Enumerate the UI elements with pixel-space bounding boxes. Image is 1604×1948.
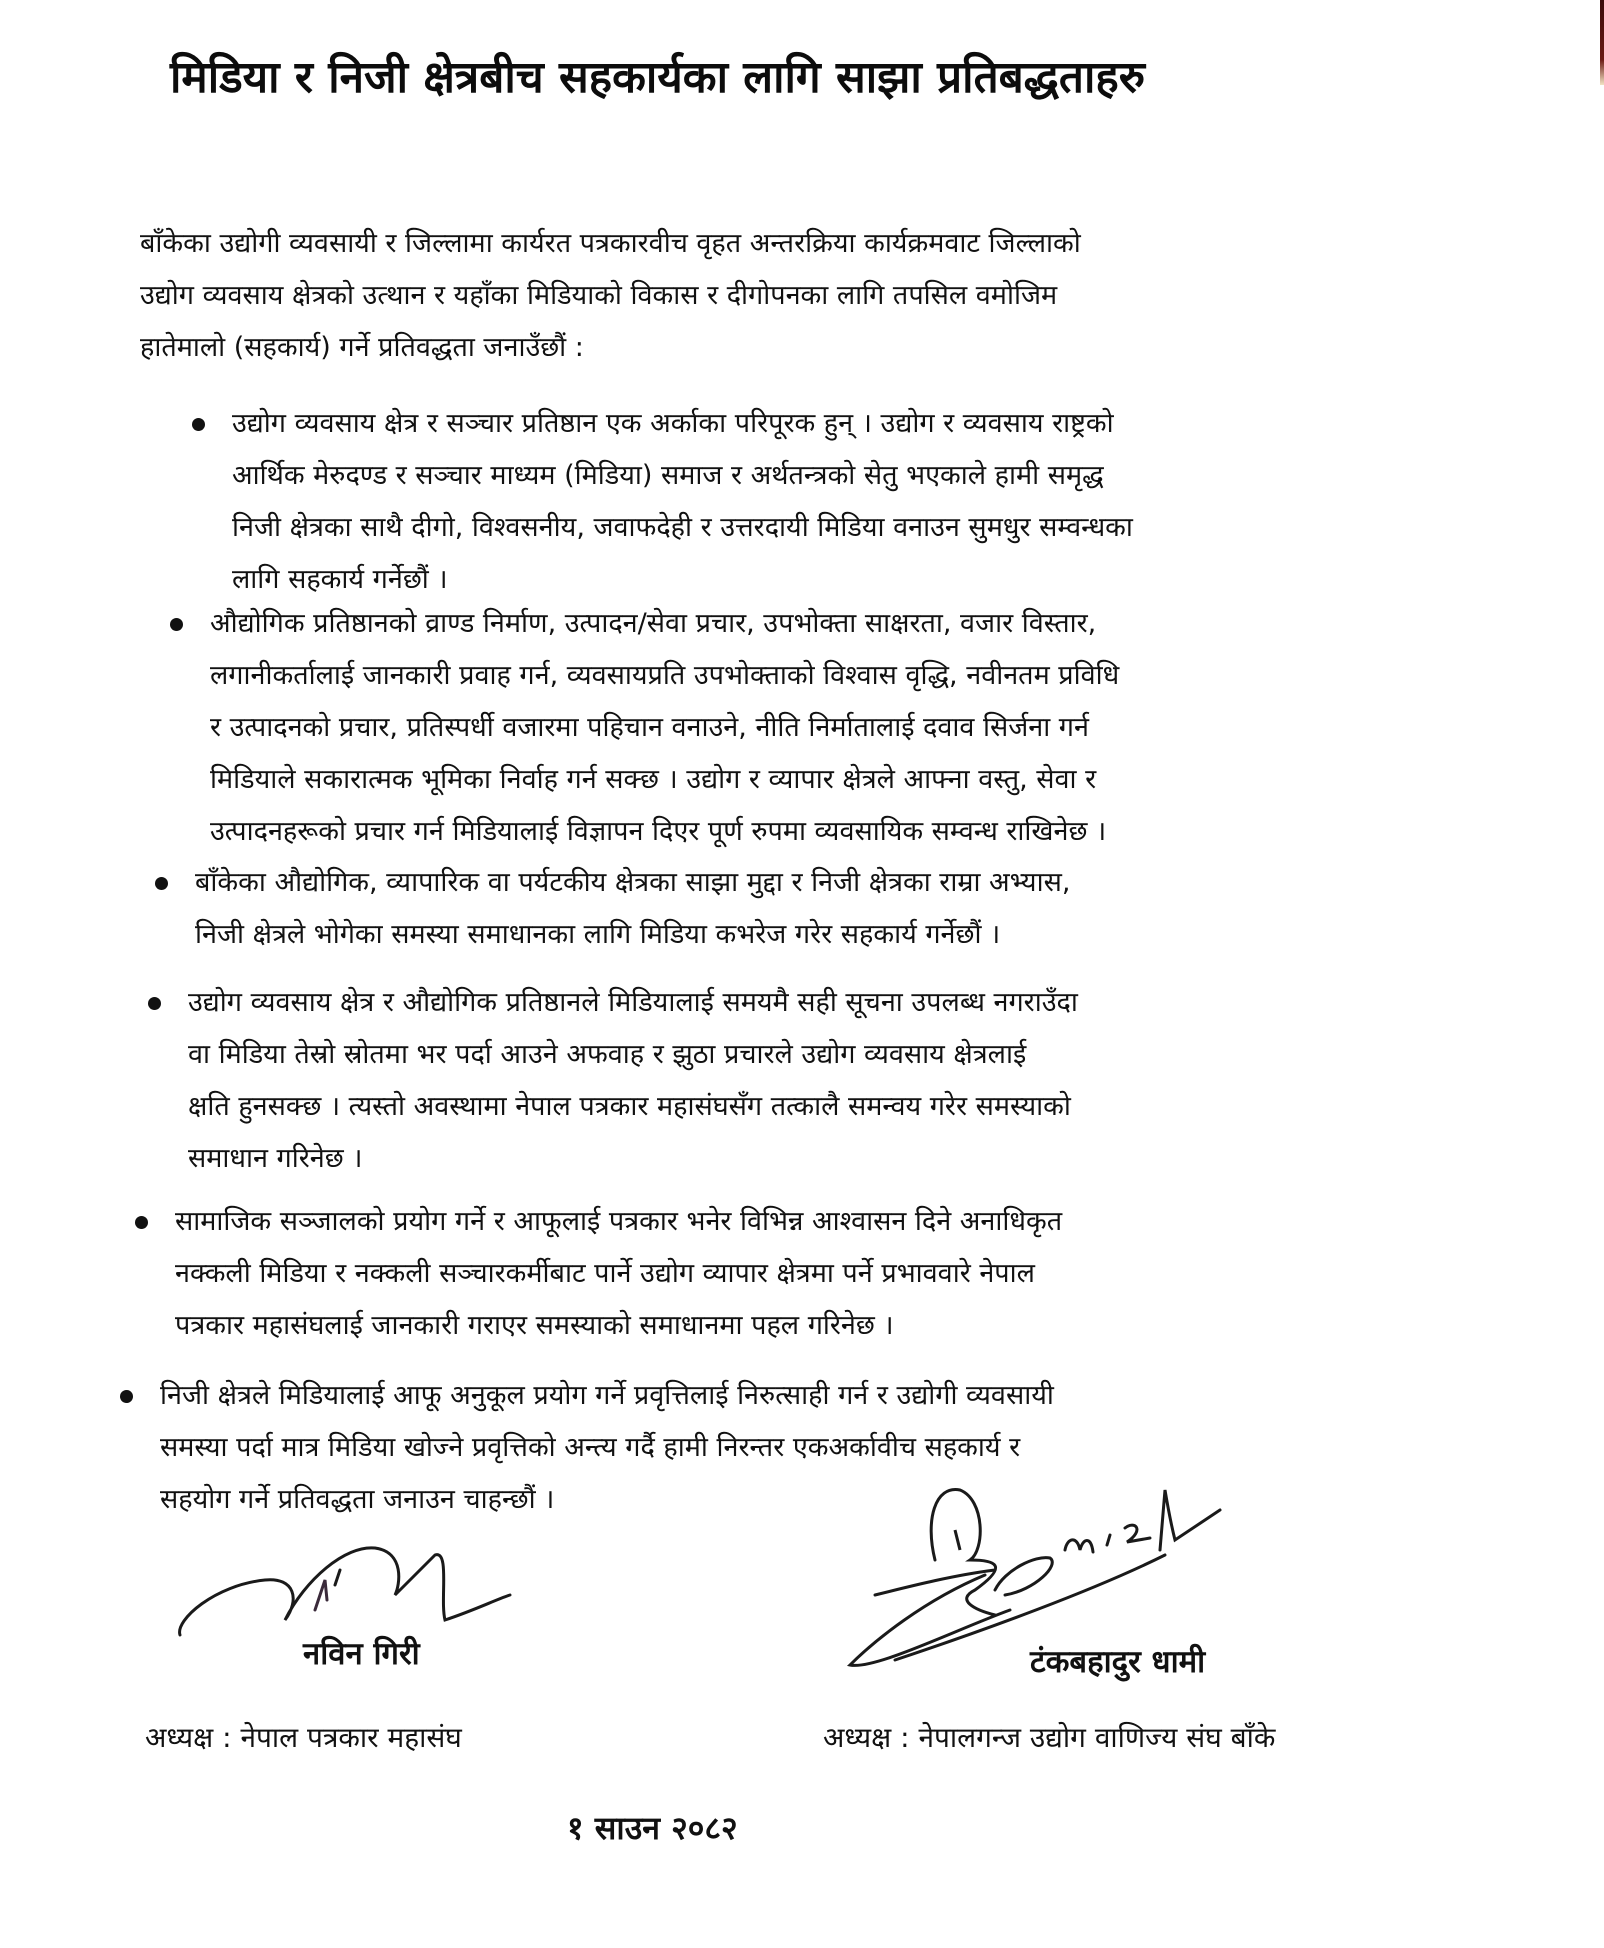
- commitment-line: उद्योग व्यवसाय क्षेत्र र सञ्चार प्रतिष्ठान एक अर्काका परिपूरक हुन् । उद्योग र व्यवसाय राष्ट्रको: [232, 408, 1114, 439]
- commitment-line: सहयोग गर्ने प्रतिवद्धता जनाउन चाहन्छौं ।: [160, 1484, 555, 1515]
- bullet-icon: [192, 418, 205, 431]
- commitment-line: मिडियाले सकारात्मक भूमिका निर्वाह गर्न सक्छ । उद्योग र व्यापार क्षेत्रले आफ्ना वस्तु, सेवा र: [210, 764, 1097, 795]
- commitment-item-1: [232, 398, 1502, 606]
- signer-role-right: अध्यक्ष : नेपालगन्ज उद्योग वाणिज्य संघ बाँके: [823, 1721, 1276, 1754]
- commitment-item-4: [188, 977, 1498, 1185]
- commitment-line: निजी क्षेत्रले भोगेका समस्या समाधानका लागि मिडिया कभरेज गरेर सहकार्य गर्नेछौं ।: [195, 919, 1001, 950]
- commitment-line: लगानीकर्तालाई जानकारी प्रवाह गर्न, व्यवसायप्रति उपभोक्ताको विश्वास वृद्धि, नवीनतम प्रविधि: [210, 660, 1120, 691]
- signer-name-left: नविन गिरी: [303, 1636, 420, 1672]
- document-date: १ साउन २०८२: [567, 1809, 738, 1847]
- commitment-item-3: [195, 857, 1495, 961]
- bullet-icon: [148, 997, 161, 1010]
- commitment-line: बाँकेका औद्योगिक, व्यापारिक वा पर्यटकीय क्षेत्रका साझा मुद्दा र निजी क्षेत्रका राम्रा अभ्यास,: [195, 867, 1071, 898]
- commitment-line: सामाजिक सञ्जालको प्रयोग गर्ने र आफूलाई पत्रकार भनेर विभिन्न आश्वासन दिने अनाधिकृत: [175, 1206, 1063, 1237]
- bullet-icon: [120, 1390, 133, 1403]
- commitment-item-5: [175, 1196, 1495, 1352]
- bullet-icon: [170, 618, 183, 631]
- commitment-item-2: [210, 598, 1500, 858]
- commitment-line: औद्योगिक प्रतिष्ठानको व्राण्ड निर्माण, उत्पादन/सेवा प्रचार, उपभोक्ता साक्षरता, वजार विस्तार,: [210, 608, 1097, 639]
- document-title: मिडिया र निजी क्षेत्रबीच सहकार्यका लागि साझा प्रतिबद्धताहरु: [170, 52, 1146, 103]
- commitment-line: उत्पादनहरूको प्रचार गर्न मिडियालाई विज्ञापन दिएर पूर्ण रुपमा व्यवसायिक सम्वन्ध राखिनेछ ।: [210, 816, 1107, 847]
- intro-line: उद्योग व्यवसाय क्षेत्रको उत्थान र यहाँका मिडियाको विकास र दीगोपनका लागि तपसिल वमोजिम: [140, 280, 1058, 311]
- commitment-line: क्षति हुनसक्छ । त्यस्तो अवस्थामा नेपाल पत्रकार महासंघसँग तत्कालै समन्वय गरेर समस्याको: [188, 1091, 1071, 1122]
- commitment-line: र उत्पादनको प्रचार, प्रतिस्पर्धी वजारमा पहिचान वनाउने, नीति निर्मातालाई दवाव सिर्जना गर्न: [210, 712, 1089, 743]
- signer-role-left: अध्यक्ष : नेपाल पत्रकार महासंघ: [145, 1721, 462, 1754]
- signer-name-right: टंकबहादुर धामी: [1030, 1644, 1206, 1680]
- scan-page-edge: [1600, 0, 1604, 85]
- commitment-line: समाधान गरिनेछ ।: [188, 1143, 363, 1174]
- commitment-line: आर्थिक मेरुदण्ड र सञ्चार माध्यम (मिडिया) समाज र अर्थतन्त्रको सेतु भएकाले हामी समृद्ध: [232, 460, 1104, 491]
- commitment-line: वा मिडिया तेस्रो स्रोतमा भर पर्दा आउने अफवाह र झुठा प्रचारले उद्योग व्यवसाय क्षेत्रलाई: [188, 1039, 1027, 1070]
- commitment-line: उद्योग व्यवसाय क्षेत्र र औद्योगिक प्रतिष्ठानले मिडियालाई समयमै सही सूचना उपलब्ध नगराउँदा: [188, 987, 1078, 1018]
- signature-left: [175, 1540, 515, 1640]
- intro-line: हातेमालो (सहकार्य) गर्ने प्रतिवद्धता जनाउँछौं :: [140, 332, 584, 363]
- commitment-line: लागि सहकार्य गर्नेछौं ।: [232, 564, 448, 595]
- commitment-line: नक्कली मिडिया र नक्कली सञ्चारकर्मीबाट पार्ने उद्योग व्यापार क्षेत्रमा पर्ने प्रभाववारे नेपाल: [175, 1258, 1035, 1289]
- commitment-line: पत्रकार महासंघलाई जानकारी गराएर समस्याको समाधानमा पहल गरिनेछ ।: [175, 1310, 894, 1341]
- bullet-icon: [135, 1216, 148, 1229]
- commitment-line: निजी क्षेत्रले मिडियालाई आफू अनुकूल प्रयोग गर्ने प्रवृत्तिलाई निरुत्साही गर्न र उद्योगी व्यवसायी: [160, 1380, 1054, 1411]
- commitment-line: समस्या पर्दा मात्र मिडिया खोज्ने प्रवृत्तिको अन्त्य गर्दै हामी निरन्तर एकअर्कावीच सहकार्य र: [160, 1432, 1021, 1463]
- commitment-line: निजी क्षेत्रका साथै दीगो, विश्वसनीय, जवाफदेही र उत्तरदायी मिडिया वनाउन सुमधुर सम्वन्धका: [232, 512, 1133, 543]
- intro-paragraph: [140, 218, 1465, 374]
- bullet-icon: [155, 877, 168, 890]
- intro-line: बाँकेका उद्योगी व्यवसायी र जिल्लामा कार्यरत पत्रकारवीच वृहत अन्तरक्रिया कार्यक्रमवाट जिल्लाको: [140, 228, 1081, 259]
